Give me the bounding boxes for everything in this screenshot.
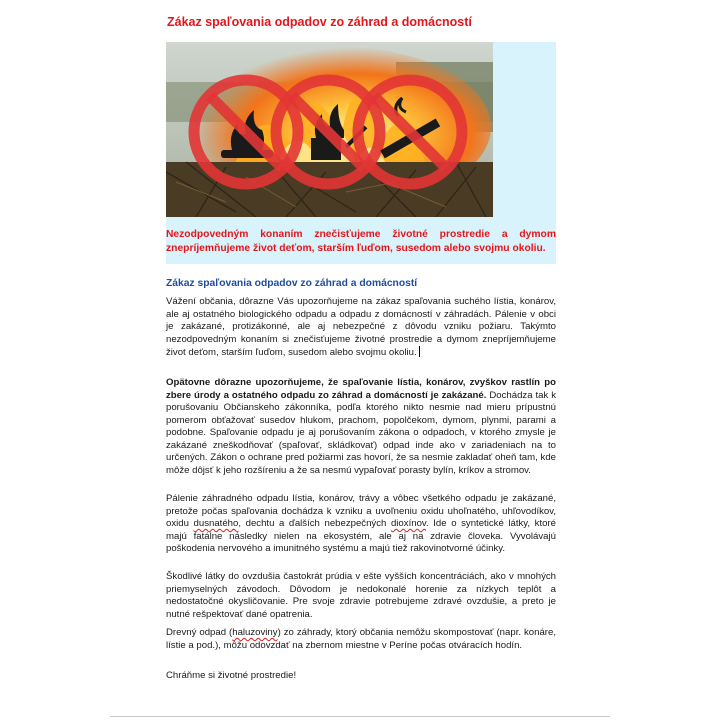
paragraph-2 <box>166 377 556 477</box>
paragraph-3 <box>166 493 556 556</box>
paragraph-4-text: Škodlivé látky do ovzdušia častokrát prúdia v ešte vyšších koncentráciách, ako v mnohých priemyselných závodoch. Dôvodom je nedokonalé horenie za nízkych teplôt a nedostatočné okysličovanie. Pre svoje zdravie potrebujeme zdravé ovzdušie, a preto je nutné rešpektovať dané opatrenia. <box>166 571 556 620</box>
paragraph-5 <box>166 627 556 652</box>
warning-banner <box>166 42 556 264</box>
spellcheck-word: dioxínov <box>390 518 426 529</box>
paragraph-5-text-a: Drevný odpad ( <box>166 627 233 638</box>
banner-caption: Nezodpovedným konaním znečisťujeme životné prostredie a dymom znepríjemňujeme život deťom, starším ľuďom, susedom alebo svojmu okoliu. <box>166 229 556 254</box>
paragraph-1-text: Vážení občania, dôrazne Vás upozorňujeme na zákaz spaľovania suchého lístia, konárov, ale aj ostatného biologického odpadu a odpadu z domácností v záhradách. Pálenie v obci je zakázané, protizákonné, ale aj nebezpečné z dôvodu vzniku požiaru. Takýmto nezodpovedným konaním si znečisťujeme životné prostredie a dymom znepríjemňujeme život deťom, starším ľuďom, susedom alebo svojmu okoliu. <box>166 296 556 358</box>
spellcheck-word: dusnatého <box>193 518 239 529</box>
paragraph-4 <box>166 571 556 621</box>
paragraph-2-text: Dochádza tak k porušovaniu Občianskeho zákonníka, podľa ktorého nikto nesmie nad mieru prípustnú pomerom obťažovať susedov hlukom, prachom, popolčekom, dymom, plynmi, parami a podobne. Spaľovanie odpadu je aj porušovaním zákona o odpadoch, v ktorého zmysle je zakázané zneškodňovať (spaľovať, skládkovať) odpad inde ako v zariadeniach na to určených. Zákon o ochrane pred požiarmi zas hovorí, že sa nesmie zakladať oheň tam, kde môže dôjsť k jeho rozšíreniu a že sa nesmú vypaľovať porasty bylín, kríkov a stromov. <box>166 389 556 476</box>
paragraph-3-text-b: , dechtu a ďalších nebezpečných <box>238 518 391 529</box>
no-burning-waste-icon <box>276 80 380 184</box>
paragraph-2-bold: Opätovne dôrazne upozorňujeme, že spaľovanie lístia, konárov, zvyškov rastlín po zbere úrody a ostatného odpadu zo záhrad a domácností je zakázané. <box>166 377 556 401</box>
text-cursor <box>419 346 420 357</box>
closing-line-text: Chráňme si životné prostredie! <box>166 670 297 681</box>
paragraph-5-text-b: ) zo záhrady, ktorý občania nemôžu skompostovať (napr. konáre, lístie a pod.), môžu odovzdať na zbernom miestne v Períne počas otváracích hodín. <box>166 627 557 651</box>
paragraph-3-text-c: . Ide o syntetické látky, ktoré majú fatálne následky nielen na ekosystém, ale aj na zdravie človeka. Vyvolávajú poškodenia nervového a imunitného systému a majú tiež rakovinotvorné účinky. <box>166 518 556 554</box>
spellcheck-word: haluzoviny <box>232 627 278 638</box>
no-campfire-icon <box>194 80 298 184</box>
page-divider <box>110 716 610 717</box>
no-smoking-icon <box>358 80 462 184</box>
closing-line <box>166 670 556 683</box>
paragraph-3-text-a: Pálenie záhradného odpadu lístia, konárov, trávy a vôbec všetkého odpadu je zakázané, pretože počas spaľovania dochádza k vzniku a uvoľneniu oxidu uhoľnatého, uhľovodíkov, oxidu <box>166 493 556 529</box>
paragraph-1 <box>166 296 556 360</box>
section-heading: Zákaz spaľovania odpadov zo záhrad a domácností <box>166 278 418 289</box>
prohibition-signs <box>166 42 556 222</box>
page-title: Zákaz spaľovania odpadov zo záhrad a domácností <box>167 15 472 29</box>
